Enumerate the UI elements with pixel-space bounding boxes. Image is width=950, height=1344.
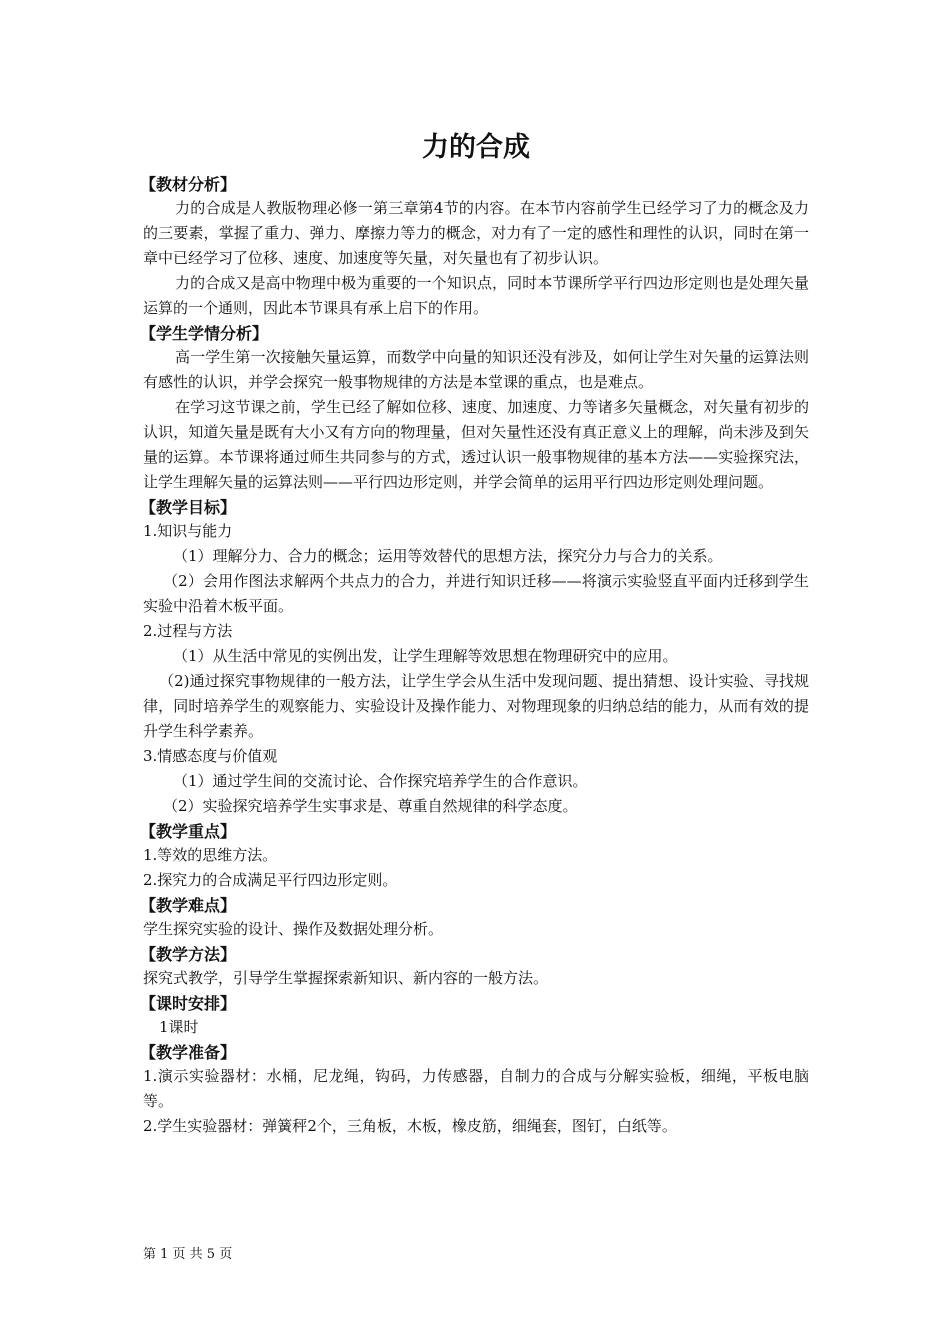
section-heading-prep: 【教学准备】 <box>140 1043 237 1062</box>
section-heading-schedule: 【课时安排】 <box>140 994 237 1013</box>
keypoint-2: 2.探究力的合成满足平行四边形定则。 <box>143 871 398 889</box>
difficulty-text: 学生探究实验的设计、操作及数据处理分析。 <box>143 920 444 938</box>
students-paragraph-1: 高一学生第一次接触矢量运算，而数学中向量的知识还没有涉及，如何让学生对矢量的运算法则有感性的认识，并学会探究一般事物规律的方法是本堂课的重点，也是难点。 <box>143 348 809 391</box>
prep-item-2: 2.学生实验器材：弹簧秤2个，三角板，木板，橡皮筋，细绳套，图钉，白纸等。 <box>143 1117 677 1135</box>
schedule-text: 1课时 <box>159 1018 199 1036</box>
section-heading-students: 【学生学情分析】 <box>140 324 269 343</box>
analysis-paragraph-2: 力的合成又是高中物理中极为重要的一个知识点，同时本节课所学平行四边形定则也是处理矢量运算的一个通则，因此本节课具有承上启下的作用。 <box>143 274 809 317</box>
goal-3-title: 3.情感态度与价值观 <box>143 747 278 765</box>
goal-1-item-1: （1）理解分力、合力的概念；运用等效替代的思想方法，探究分力与合力的关系。 <box>173 547 723 565</box>
keypoint-1: 1.等效的思维方法。 <box>143 846 278 864</box>
goal-1-title: 1.知识与能力 <box>143 522 233 540</box>
page-footer: 第 1 页 共 5 页 <box>143 1247 233 1262</box>
section-heading-difficulty: 【教学难点】 <box>140 896 237 915</box>
section-heading-keypoints: 【教学重点】 <box>140 822 237 841</box>
document-body <box>140 128 809 1139</box>
document-title: 力的合成 <box>422 132 530 163</box>
method-text: 探究式教学，引导学生掌握探索新知识、新内容的一般方法。 <box>143 969 549 987</box>
goal-1-item-2: （2）会用作图法求解两个共点力的合力，并进行知识迁移——将演示实验竖直平面内迁移到学生实验中沿着木板平面。 <box>143 572 809 615</box>
section-heading-analysis: 【教材分析】 <box>140 175 237 194</box>
section-heading-goals: 【教学目标】 <box>140 498 237 517</box>
goal-2-title: 2.过程与方法 <box>143 622 233 640</box>
goal-3-item-1: （1）通过学生间的交流讨论、合作探究培养学生的合作意识。 <box>173 772 588 790</box>
goal-3-item-2: （2）实验探究培养学生实事求是、尊重自然规律的科学态度。 <box>163 797 578 815</box>
prep-item-1: 1.演示实验器材：水桶，尼龙绳，钩码，力传感器，自制力的合成与分解实验板，细绳，平板电脑等。 <box>143 1067 809 1110</box>
goal-2-item-2: （2)通过探究事物规律的一般方法，让学生学会从生活中发现问题、提出猜想、设计实验、寻找规律，同时培养学生的观察能力、实验设计及操作能力、对物理现象的归纳总结的能力，从而有效的提升学生科学素养。 <box>143 672 809 740</box>
goal-2-item-1: （1）从生活中常见的实例出发，让学生理解等效思想在物理研究中的应用。 <box>173 647 678 665</box>
analysis-paragraph-1: 力的合成是人教版物理必修一第三章第4节的内容。在本节内容前学生已经学习了力的概念及力的三要素，掌握了重力、弹力、摩擦力等力的概念，对力有了一定的感性和理性的认识，同时在第一章中已经学习了位移、速度、加速度等矢量，对矢量也有了初步认识。 <box>143 199 809 267</box>
students-paragraph-2: 在学习这节课之前，学生已经了解如位移、速度、加速度、力等诸多矢量概念，对矢量有初步的认识，知道矢量是既有大小又有方向的物理量，但对矢量性还没有真正意义上的理解，尚未涉及到矢量的运算。本节课将通过师生共同参与的方式，透过认识一般事物规律的基本方法——实验探究法，让学生理解矢量的运算法则——平行四边形定则，并学会简单的运用平行四边形定则处理问题。 <box>143 398 809 491</box>
section-heading-method: 【教学方法】 <box>140 945 237 964</box>
